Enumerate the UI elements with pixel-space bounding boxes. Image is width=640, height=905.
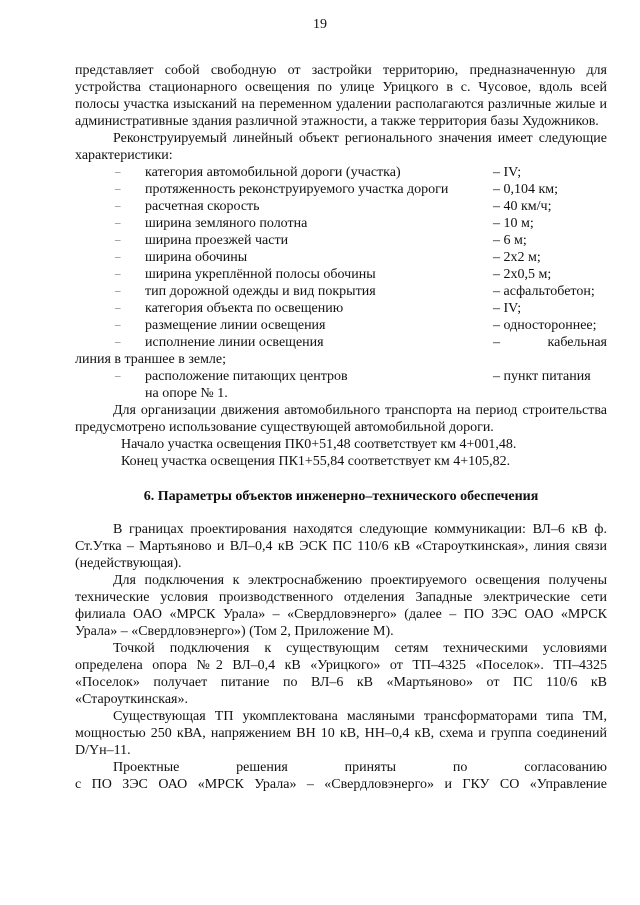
item-continuation: линия в траншее в земле; (75, 352, 227, 367)
paragraph-connection-point: Точкой подключения к существующим сетям техническими условиями определена опора №2 ВЛ–0,4 кВ «Урицкого» от ТП–4325 «Поселок». ТП–4325 «Поселок» получает питание по ВЛ–6 кВ «Мартьяново» от ПС 110/6 кВ «Староуткинская». (75, 641, 607, 707)
list-dash: – (115, 336, 121, 348)
list-dash: – (115, 370, 121, 382)
item-value: – 0,104 км; (493, 182, 559, 197)
item-label: размещение линии освещения (145, 318, 326, 333)
list-dash: – (115, 217, 121, 229)
section-heading: 6. Параметры объектов инженерно–технического обеспечения (143, 489, 539, 504)
list-item (75, 300, 607, 317)
item-value: – пункт питания (493, 369, 591, 384)
item-label: ширина обочины (145, 250, 248, 265)
item-value: – IV; (493, 301, 522, 316)
characteristics-list (75, 164, 607, 402)
list-item (75, 283, 607, 300)
list-dash: – (115, 285, 121, 297)
item-value: – асфальтобетон; (493, 284, 595, 299)
item-label: категория автомобильной дороги (участка) (145, 165, 401, 180)
list-item (75, 232, 607, 249)
list-item (75, 249, 607, 266)
characteristics-intro: Реконструируемый линейный объект регионального значения имеет следующие характеристики: (75, 131, 607, 163)
list-item (75, 164, 607, 181)
item-label: расчетная скорость (145, 199, 260, 214)
section-start: Начало участка освещения ПК0+51,48 соответствует км 4+001,48. (121, 437, 517, 452)
item-value: – одностороннее; (493, 318, 597, 333)
final-paragraph-line2: с ПО ЗЭС ОАО «МРСК Урала» – «Свердловэнерго» и ГКУ СО «Управление (75, 777, 607, 792)
list-dash: – (115, 302, 121, 314)
list-dash: – (115, 200, 121, 212)
list-item (75, 266, 607, 283)
value-dash: – (493, 335, 500, 350)
item-label: расположение питающих центров (145, 369, 348, 384)
document-body (75, 62, 607, 793)
item-value (493, 334, 607, 351)
list-dash: – (115, 251, 121, 263)
list-dash: – (115, 268, 121, 280)
value-word: кабельная (547, 335, 607, 350)
item-label: категория объекта по освещению (145, 301, 344, 316)
item-label: исполнение линии освещения (145, 335, 324, 350)
final-paragraph-line1: Проектные решения приняты по согласованию (113, 760, 607, 775)
page-number: 19 (313, 17, 327, 32)
traffic-paragraph: Для организации движения автомобильного транспорта на период строительства предусмотрено использование существующей автомобильной дороги. (75, 403, 607, 435)
list-item (75, 368, 607, 385)
item-label: ширина укреплённой полосы обочины (145, 267, 376, 282)
intro-paragraph: представляет собой свободную от застройки территорию, предназначенную для устройства стационарного освещения по улице Урицкого в с. Чусовое, вдоль всей полосы участка изысканий на переменном удалении располагаются различные жилые и административные здания различной этажности, а также территория базы Художников. (75, 63, 607, 129)
list-item (75, 334, 607, 351)
list-item (75, 198, 607, 215)
section-end: Конец участка освещения ПК1+55,84 соответствует км 4+105,82. (121, 454, 511, 469)
item-label: тип дорожной одежды и вид покрытия (145, 284, 376, 299)
item-continuation: на опоре № 1. (145, 386, 228, 401)
list-item (75, 317, 607, 334)
list-dash: – (115, 234, 121, 246)
paragraph-transformer: Существующая ТП укомплектована масляными трансформаторами типа ТМ, мощностью 250 кВА, напряжением ВН 10 кВ, НН–0,4 кВ, схема и группа соединений D/Yн–11. (75, 709, 607, 758)
item-value: – IV; (493, 165, 522, 180)
item-value: – 2х2 м; (493, 250, 541, 265)
list-item (75, 215, 607, 232)
list-dash: – (115, 183, 121, 195)
item-label: ширина проезжей части (145, 233, 289, 248)
item-value: – 6 м; (493, 233, 527, 248)
item-label: ширина земляного полотна (145, 216, 308, 231)
item-label: протяженность реконструируемого участка дороги (145, 182, 449, 197)
item-value: – 10 м; (493, 216, 534, 231)
item-value: – 2х0,5 м; (493, 267, 552, 282)
item-value: – 40 км/ч; (493, 199, 552, 214)
list-dash: – (115, 319, 121, 331)
paragraph-communications: В границах проектирования находятся следующие коммуникации: ВЛ–6 кВ ф. Ст.Утка – Мартьяново и ВЛ–0,4 кВ ЭСК ПС 110/6 кВ «Староуткинская», линия связи (недействующая). (75, 522, 607, 571)
list-dash: – (115, 166, 121, 178)
paragraph-technical-conditions: Для подключения к электроснабжению проектируемого освещения получены технические условия производственного отделения Западные электрические сети филиала ОАО «МРСК Урала» – «Свердловэнерго» (далее – ПО ЗЭС ОАО «МРСК Урала» – «Свердловэнерго») (Том 2, Приложение М). (75, 573, 607, 639)
list-item (75, 181, 607, 198)
